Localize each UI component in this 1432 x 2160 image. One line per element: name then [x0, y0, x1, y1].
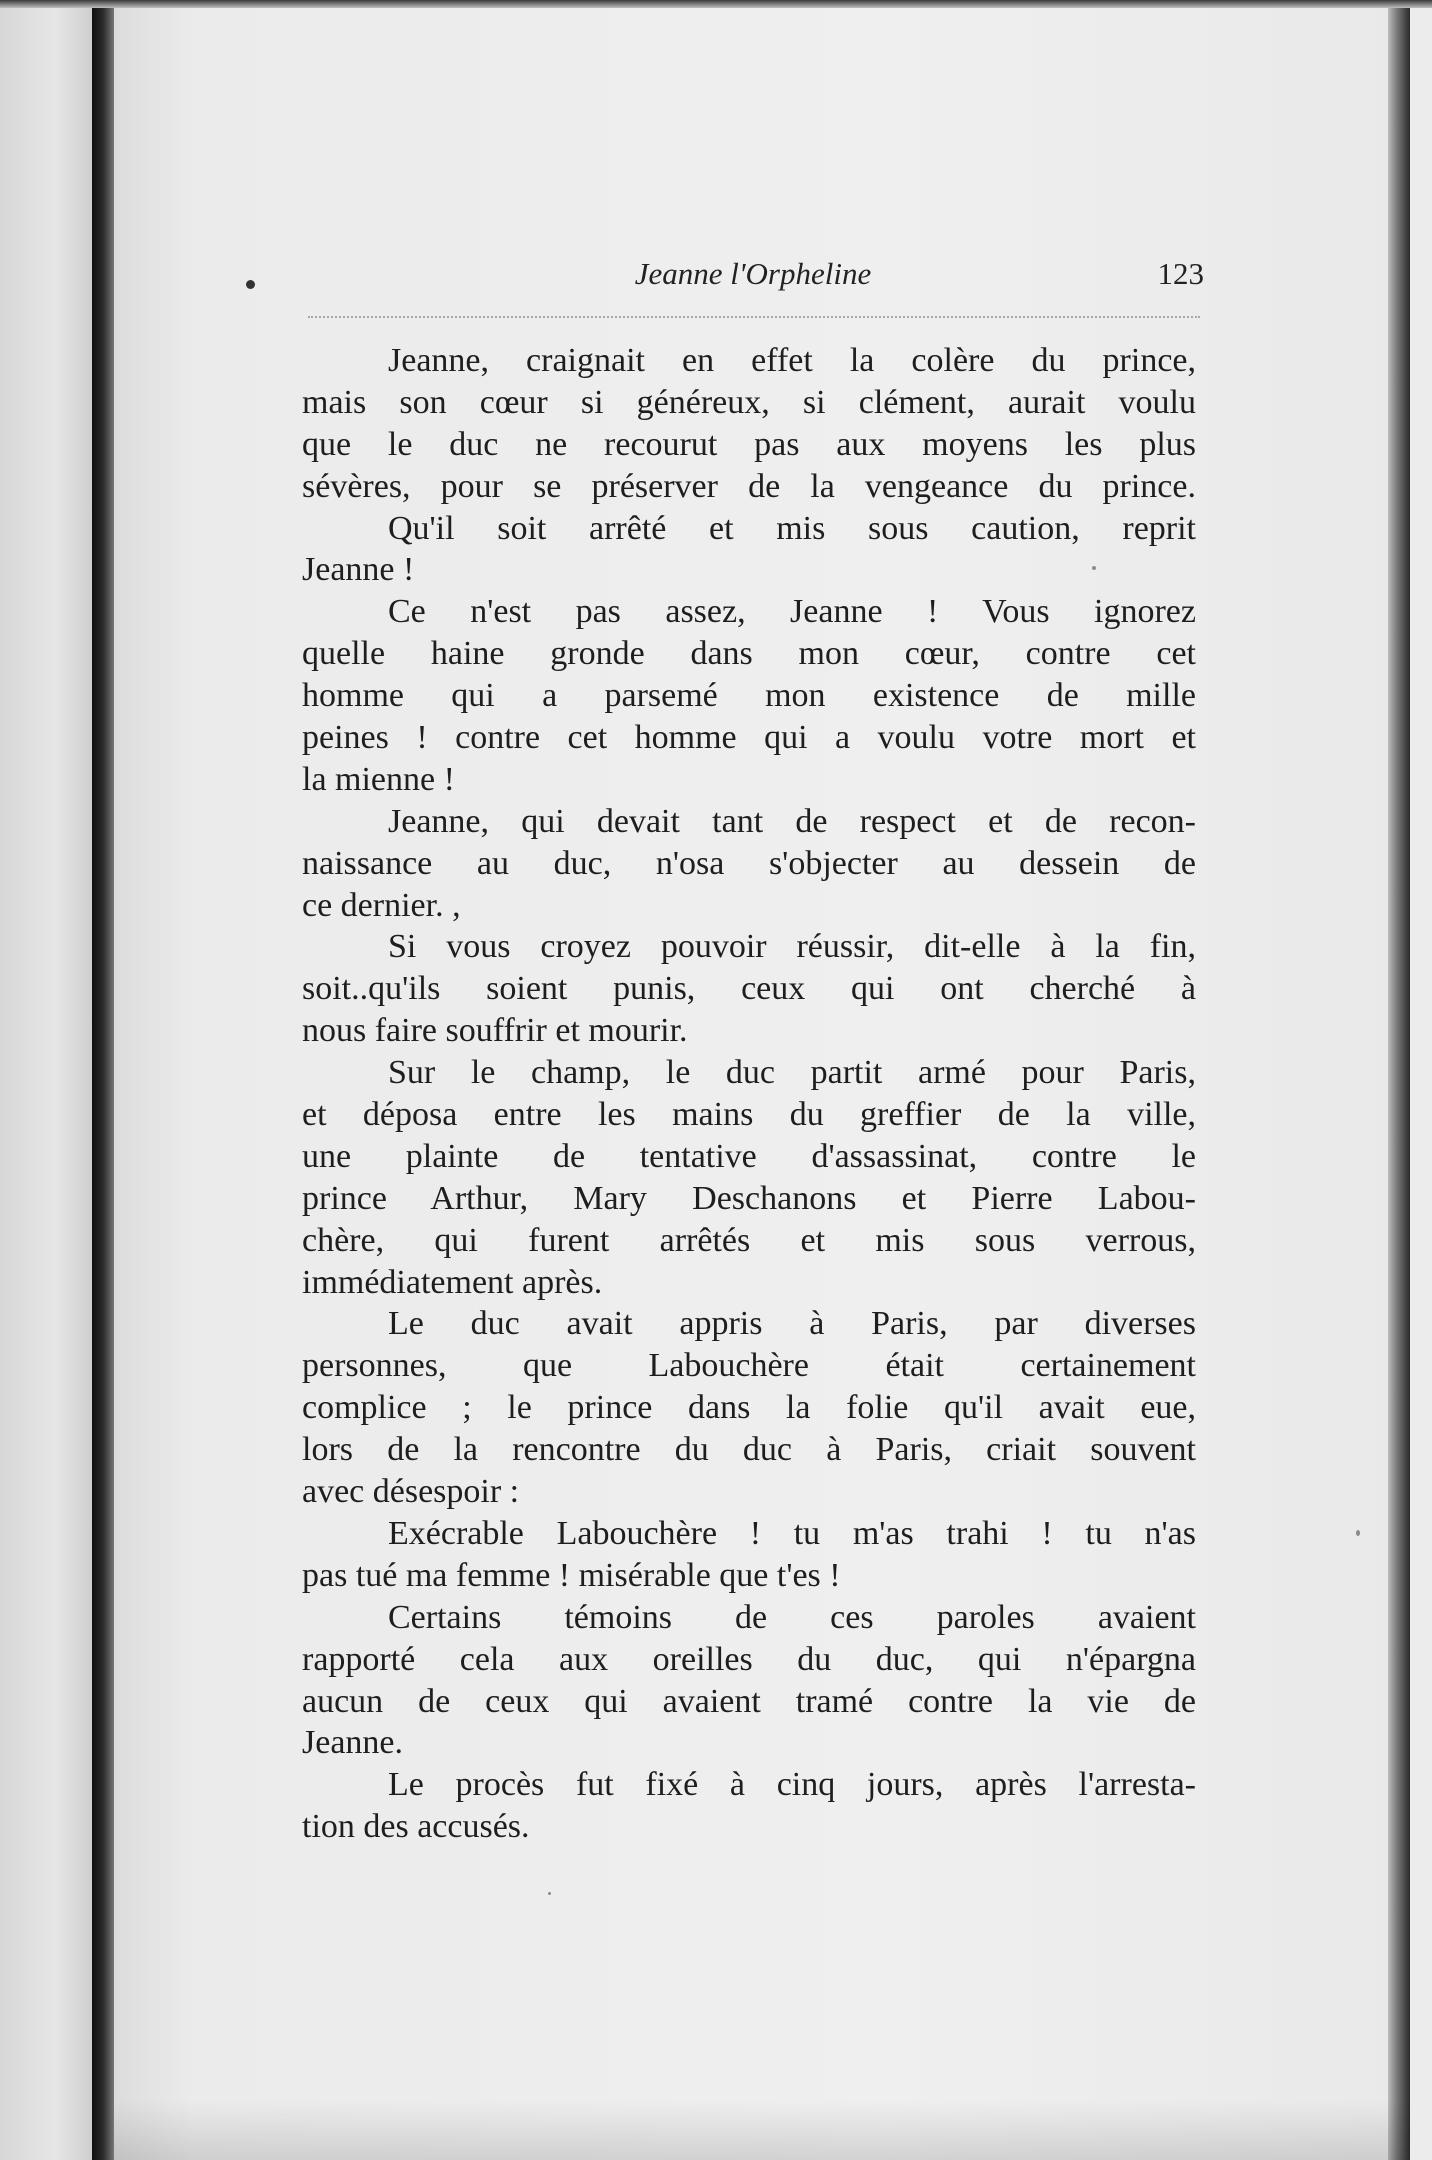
- text-line: lors de la rencontre du duc à Paris, criait souvent: [302, 1431, 1196, 1469]
- text-line: personnes, que Labouchère était certainement: [302, 1347, 1196, 1385]
- page-right-edge: [1388, 0, 1410, 2160]
- text-line: Certains témoins de ces paroles avaient: [388, 1598, 1196, 1636]
- margin-dot: [246, 280, 255, 289]
- paper-speck: [1356, 1530, 1360, 1536]
- text-line: sévères, pour se préserver de la vengeance du prince.: [302, 467, 1196, 505]
- text-line: Exécrable Labouchère ! tu m'as trahi ! tu n'as: [388, 1514, 1196, 1552]
- previous-page-edge: [0, 0, 92, 2160]
- text-line: peines ! contre cet homme qui a voulu votre mort et: [302, 719, 1196, 757]
- text-line: Jeanne, qui devait tant de respect et de recon-: [388, 802, 1196, 840]
- text-line: Le duc avait appris à Paris, par diverses: [388, 1305, 1196, 1343]
- text-line: complice ; le prince dans la folie qu'il avait eue,: [302, 1389, 1196, 1427]
- text-line: Jeanne.: [302, 1724, 404, 1762]
- text-line: nous faire souffrir et mourir.: [302, 1012, 688, 1050]
- text-line: Qu'il soit arrêté et mis sous caution, reprit: [388, 509, 1196, 547]
- text-line: pas tué ma femme ! misérable que t'es !: [302, 1556, 841, 1594]
- text-line: Jeanne !: [302, 551, 415, 589]
- bottom-edge-shadow: [114, 2100, 1410, 2160]
- text-line: que le duc ne recourut pas aux moyens les plus: [302, 425, 1196, 463]
- text-line: ce dernier. ,: [302, 886, 461, 924]
- text-line: mais son cœur si généreux, si clément, aurait voulu: [302, 383, 1196, 421]
- top-edge-shadow: [0, 0, 1432, 8]
- running-head-title: Jeanne l'Orpheline: [634, 256, 872, 291]
- paper-speck: [548, 1892, 551, 1895]
- text-line: aucun de ceux qui avaient tramé contre la vie de: [302, 1682, 1196, 1720]
- text-line: Ce n'est pas assez, Jeanne ! Vous ignorez: [388, 593, 1196, 631]
- text-line: naissance au duc, n'osa s'objecter au dessein de: [302, 844, 1196, 882]
- text-line: chère, qui furent arrêtés et mis sous verrous,: [302, 1221, 1196, 1259]
- running-head-rule: [308, 316, 1200, 318]
- text-line: Le procès fut fixé à cinq jours, après l'arresta-: [388, 1766, 1196, 1804]
- text-line: rapporté cela aux oreilles du duc, qui n'épargna: [302, 1640, 1196, 1678]
- text-line: homme qui a parsemé mon existence de mille: [302, 677, 1196, 715]
- text-line: Si vous croyez pouvoir réussir, dit-elle à la fin,: [388, 928, 1196, 966]
- running-head: [302, 252, 1204, 296]
- text-line: quelle haine gronde dans mon cœur, contre cet: [302, 635, 1196, 673]
- text-line: Jeanne, craignait en effet la colère du prince,: [388, 342, 1196, 379]
- text-line: soit..qu'ils soient punis, ceux qui ont cherché à: [302, 970, 1196, 1008]
- book-spine-shadow: [92, 0, 114, 2160]
- text-line: avec désespoir :: [302, 1473, 520, 1511]
- text-line: prince Arthur, Mary Deschanons et Pierre Labou-: [302, 1179, 1196, 1217]
- text-line: tion des accusés.: [302, 1808, 530, 1846]
- text-line: la mienne !: [302, 760, 455, 798]
- text-line: et déposa entre les mains du greffier de la ville,: [302, 1096, 1196, 1134]
- text-line: une plainte de tentative d'assassinat, contre le: [302, 1137, 1196, 1175]
- text-line: immédiatement après.: [302, 1263, 603, 1301]
- body-text: [302, 340, 1196, 1848]
- page-number: 123: [1157, 256, 1204, 291]
- text-line: Sur le champ, le duc partit armé pour Paris,: [388, 1054, 1196, 1092]
